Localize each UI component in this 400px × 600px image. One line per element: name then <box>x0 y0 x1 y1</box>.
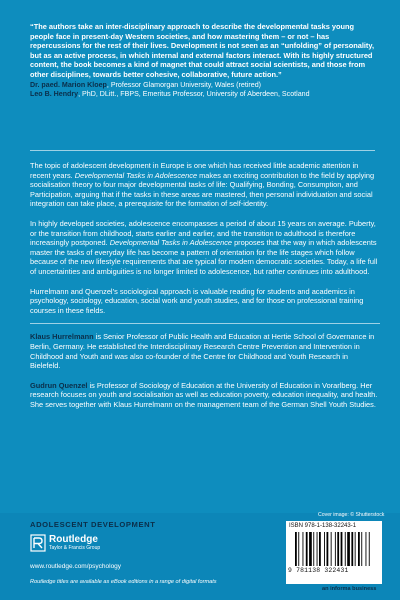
text: In highly developed societies, adolescence encompasses a period of about 15 years on average. Puberty, or the transition from childhood, starts earlier and earlier, and the transition to adulthood is therefore increasingly postponed. <box>30 218 376 248</box>
text: The topic of adolescent development in Europe is one which has received little academic attention in recent years. <box>30 161 359 180</box>
publisher-url: www.routledge.com/psychology <box>30 563 122 570</box>
endorser-title-2: , PhD, DLitt., FBPS, Emeritus Professor, University of Aberdeen, Scotland <box>78 89 310 98</box>
routledge-logo-icon <box>30 534 46 552</box>
publisher-group: Taylor & Francis Group <box>49 545 101 551</box>
endorsement-attribution-1 <box>30 81 375 90</box>
isbn-text: ISBN 978-1-138-32243-1 <box>289 523 357 529</box>
endorsement-attribution-2 <box>30 90 375 99</box>
divider <box>30 150 375 151</box>
blurb-paragraph-3: Hurrelmann and Quenzel’s sociological approach is valuable reading for students and academics in psychology, sociology, education, social work and youth studies, and for those on professional training courses in these fields. <box>30 286 364 315</box>
barcode <box>286 521 382 584</box>
blurb-paragraph-1 <box>30 161 380 209</box>
book-title: Developmental Tasks in Adolescence <box>109 238 233 248</box>
text: makes an exciting contribution to the field by applying socialisation theory to four major developmental tasks of life: Qualifying, Bonding, Consumption, and Participation, arguing that if the tasks in these areas are mastered, then personal individuation and social integration can take place, a prerequisite for the formation of self-identity. <box>30 170 375 209</box>
publisher-logo <box>30 534 100 552</box>
barcode-icon <box>295 532 373 566</box>
endorsement-block <box>30 22 375 99</box>
cover-credit: Cover image: © Shutterstock <box>318 512 385 518</box>
author-name: Klaus Hurrelmann <box>30 332 94 342</box>
book-title: Developmental Tasks in Adolescence <box>74 170 198 180</box>
endorsement-quote: “The authors take an inter-disciplinary approach to describe the developmental tasks young people face in present-day Western societies, and how mastering them – or not – has repercussions for the rest of their lives. Development is not seen as an “unfolding” of personality, but as an active process, in which internal and external factors interact. With its highly structured content, the book becomes a kind of magnet that could attract social scientists, and those from other disciplines, towards better cohesive, collaborative, future action.” <box>30 22 375 79</box>
series-title: ADOLESCENT DEVELOPMENT <box>30 520 156 529</box>
author-name: Gudrun Quenzel <box>30 380 88 390</box>
divider <box>30 323 380 324</box>
text: is Professor of Sociology of Education at the University of Education in Vorarlberg. Her research focuses on youth and socialisation as well as education poverty, education inequality, and health. She serves together with Klaus Hurrelmann on the management team of the German Shell Youth Studies. <box>30 380 378 409</box>
endorser-title-1: , Professor Glamorgan University, Wales (retired) <box>106 80 262 89</box>
endorser-name-1: Dr. paed. Marion Kloep <box>30 80 107 89</box>
blurb-paragraph-2 <box>30 219 380 277</box>
publisher-name: Routledge <box>49 534 98 545</box>
informa-tagline: an informa business <box>322 586 377 592</box>
author-bio-2 <box>30 381 380 410</box>
endorser-name-2: Leo B. Hendry <box>30 89 79 98</box>
text: is Senior Professor of Public Health and Education at Hertie School of Governance in Berlin, Germany. He established the Interdisciplinary Research Centre Prevention and Intervention in Childhood and Youth and was also co-founder of the Centre for Childhood and Youth Research in Bielefeld. <box>30 332 375 371</box>
barcode-digits: 9 781138 322431 <box>288 567 349 574</box>
author-bio-1 <box>30 332 380 370</box>
text: proposes that the way in which adolescents master the tasks of everyday life has become a pattern of orientation for the life stages which follow because of the new lifestyle requirements that are typical for modern democratic societies. Today, a life full of uncertainties and ambiguities is no longer limited to adolescence, but rather continues into adulthood. <box>30 238 378 276</box>
ebook-note: Routledge titles are available as eBook editions in a range of digital formats <box>30 579 217 585</box>
blurb-body <box>30 161 380 419</box>
